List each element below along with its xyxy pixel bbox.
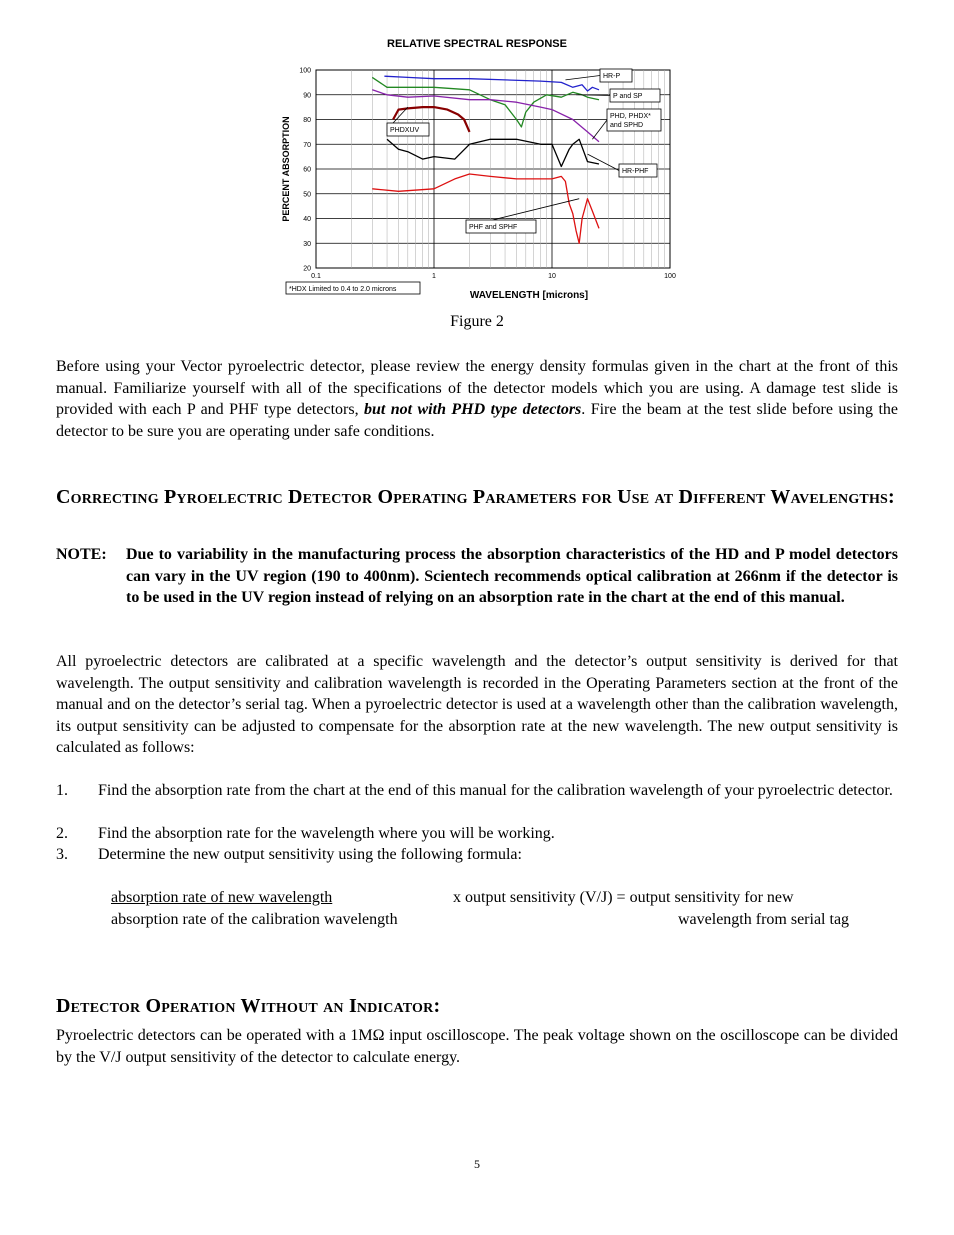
step-text: Find the absorption rate from the chart at the end of this manual for the calibration wavelength of your pyroelectric detector. (98, 782, 893, 799)
x-tick-label: 0.1 (311, 273, 321, 280)
page-number: 5 (474, 1157, 480, 1171)
y-tick-label: 40 (303, 216, 311, 223)
y-tick-label: 30 (303, 240, 311, 248)
formula-middle: x output sensitivity (V/J) = output sensitivity for new (453, 889, 794, 906)
note-text: Due to variability in the manufacturing process the absorption characteristics of the HD and P model detectors can vary in the UV region (190 to 400nm). Scientech recommends optical calibration at 266nm if the detector is to be used in the UV region instead of relying on an absorption rate in the chart at the end of this manual. (126, 546, 898, 606)
legend-label: HR-PHF (622, 168, 649, 175)
legend-label: PHDXUV (390, 127, 420, 134)
x-axis-label: WAVELENGTH [microns] (469, 290, 589, 300)
chart-note: *HDX Limited to 0.4 to 2.0 microns (289, 286, 397, 293)
y-tick-label: 80 (303, 117, 311, 124)
formula-numerator: absorption rate of new wavelength (111, 889, 333, 906)
legend-label: and SPHD (610, 122, 644, 129)
legend-label: PHF and SPHF (469, 224, 518, 231)
step-text: Determine the new output sensitivity using the following formula: (98, 846, 522, 863)
y-tick-label: 70 (303, 141, 311, 149)
section-heading-indicator: Detector Operation Without an Indicator: (56, 995, 441, 1017)
figure-caption: Figure 2 (450, 313, 504, 330)
section-heading-wavelength: Correcting Pyroelectric Detector Operating Parameters for Use at Different Wavelengths: (56, 486, 895, 508)
y-axis-label: PERCENT ABSORPTION (281, 116, 291, 222)
y-tick-label: 60 (303, 166, 311, 174)
intro-text: Before using your Vector pyroelectric detector, please review the energy density formulas given in the chart at the front of this manual. Familiarize yourself with all of the specifications of the detector models which you are using. A damage test slide is provided with each P and PHF type detectors, (56, 358, 898, 418)
legend-label: HR-P (603, 73, 621, 80)
intro-emphasis: but not with PHD type detectors (364, 401, 582, 418)
spectral-response-chart (270, 60, 690, 300)
step-text: Find the absorption rate for the wavelength where you will be working. (98, 825, 555, 842)
y-tick-label: 90 (303, 92, 311, 100)
legend-label: P and SP (613, 93, 643, 100)
legend-label: PHD, PHDX* (610, 113, 651, 120)
x-tick-label: 1 (432, 273, 436, 280)
intro-tail: . Fire the beam at the test slide before using the detector to be sure you are operating under safe conditions. (56, 401, 899, 440)
step-number: 3. (56, 846, 68, 863)
formula-result: wavelength from serial tag (678, 911, 850, 928)
step-number: 1. (56, 782, 68, 799)
y-tick-label: 20 (303, 265, 311, 273)
note-label: NOTE: (56, 546, 107, 563)
step-number: 2. (56, 825, 68, 842)
y-tick-label: 50 (303, 191, 311, 199)
chart-title: RELATIVE SPECTRAL RESPONSE (387, 38, 567, 50)
calibration-paragraph: All pyroelectric detectors are calibrated at a specific wavelength and the detector’s output sensitivity is derived for that wavelength. The output sensitivity and calibration wavelength is recorded in the Operating Parameters section at the front of the manual and on the detector’s serial tag. When a pyroelectric detector is used at a wavelength other than the calibration wavelength, its output sensitivity can be adjusted to compensate for the absorption rate at the new wavelength. The new output sensitivity is calculated as follows: (56, 653, 898, 756)
x-tick-label: 100 (664, 273, 676, 280)
x-tick-label: 10 (548, 273, 556, 280)
intro-paragraph (56, 356, 898, 442)
y-tick-label: 100 (299, 67, 311, 75)
formula-denominator: absorption rate of the calibration wavelength (111, 911, 398, 928)
oscilloscope-paragraph: Pyroelectric detectors can be operated with a 1MΩ input oscilloscope. The peak voltage shown on the oscilloscope can be divided by the V/J output sensitivity of the detector to calculate energy. (56, 1027, 898, 1066)
